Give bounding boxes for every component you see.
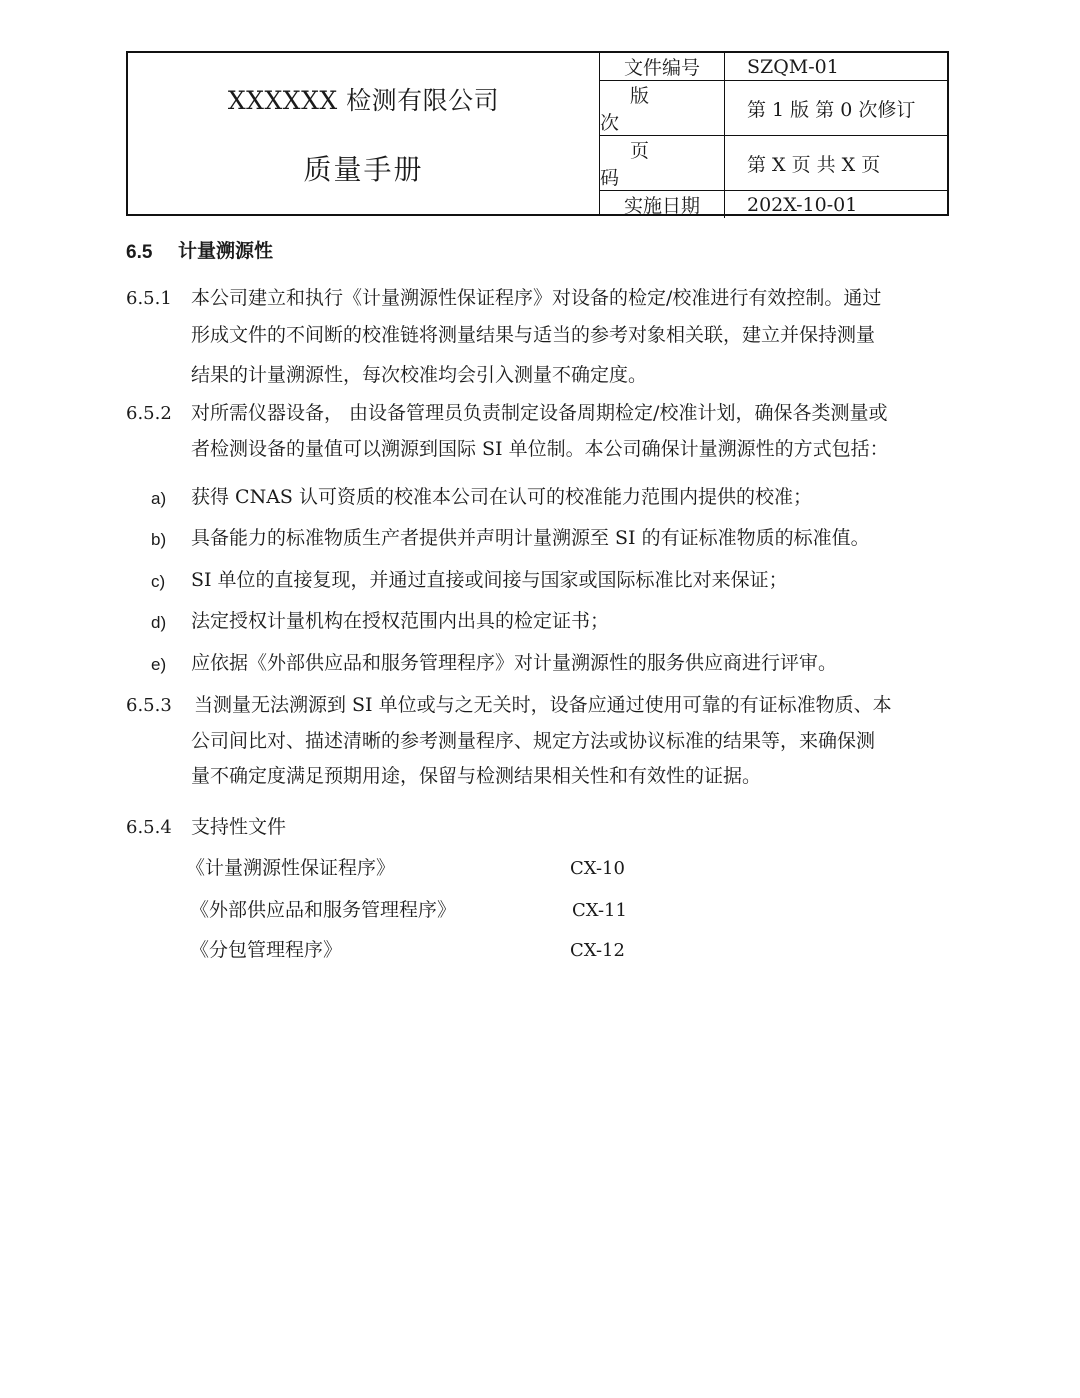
list-item-marker: a): [151, 489, 167, 508]
supporting-doc-name: 《分包管理程序》: [190, 939, 343, 961]
header-title-cell: [128, 53, 600, 214]
clause-6-5-1-line: 本公司建立和执行《计量溯源性保证程序》对设备的检定/校准进行有效控制。通过: [191, 287, 882, 309]
header-meta-cells: [600, 53, 947, 217]
clause-6-5-3-line: 量不确定度满足预期用途，保留与检测结果相关性和有效性的证据。: [191, 765, 762, 787]
supporting-doc-name: 《外部供应品和服务管理程序》: [190, 899, 457, 921]
list-item-marker: d): [151, 613, 167, 632]
list-item-marker: c): [151, 572, 166, 591]
supporting-doc-code: CX-10: [570, 858, 625, 879]
meta-row-doc-number: [600, 53, 947, 81]
document-header-table: [126, 51, 949, 216]
clause-number-6-5-3: 6.5.3: [126, 695, 172, 716]
supporting-docs-title: 支持性文件: [191, 816, 287, 838]
meta-value: 第 1 版 第 0 次修订: [747, 98, 916, 121]
clause-6-5-1-line: 结果的计量溯源性，每次校准均会引入测量不确定度。: [191, 364, 648, 386]
list-item-text: 具备能力的标准物质生产者提供并声明计量溯源至 SI 的有证标准物质的标准值。: [191, 527, 870, 549]
clause-6-5-1-line: 形成文件的不间断的校准链将测量结果与适当的参考对象相关联，建立并保持测量: [191, 324, 876, 346]
clause-6-5-3-line: 当测量无法溯源到 SI 单位或与之无关时，设备应通过使用可靠的有证标准物质、本: [194, 694, 892, 716]
list-item-text: SI 单位的直接复现，并通过直接或间接与国家或国际标准比对来保证；: [191, 569, 788, 591]
meta-label: 页码: [600, 136, 725, 190]
list-item-text: 应依据《外部供应品和服务管理程序》对计量溯源性的服务供应商进行评审。: [191, 652, 838, 674]
supporting-doc-name: 《计量溯源性保证程序》: [186, 857, 396, 879]
list-item-text: 法定授权计量机构在授权范围内出具的检定证书；: [191, 610, 610, 632]
meta-label: 实施日期: [600, 191, 725, 218]
section-title: 计量溯源性: [178, 240, 274, 262]
meta-row-edition: [600, 81, 947, 136]
meta-row-effective-date: [600, 191, 947, 218]
clause-6-5-2-line: 者检测设备的量值可以溯源到国际 SI 单位制。本公司确保计量溯源性的方式包括：: [191, 438, 889, 460]
section-number: 6.5: [126, 242, 153, 263]
list-item-text: 获得 CNAS 认可资质的校准本公司在认可的校准能力范围内提供的校准；: [191, 486, 812, 508]
clause-number-6-5-1: 6.5.1: [126, 288, 172, 309]
clause-6-5-2-line: 对所需仪器设备， 由设备管理员负责制定设备周期检定/校准计划，确保各类测量或: [191, 402, 888, 424]
supporting-doc-code: CX-11: [572, 900, 627, 921]
clause-number-6-5-4: 6.5.4: [126, 817, 172, 838]
list-item-marker: e): [151, 655, 167, 674]
clause-6-5-3-line: 公司间比对、描述清晰的参考测量程序、规定方法或协议标准的结果等，来确保测: [191, 730, 876, 752]
meta-value: 第 X 页 共 X 页: [747, 153, 881, 176]
meta-label: 文件编号: [600, 53, 725, 80]
meta-row-page: [600, 136, 947, 191]
company-name: XXXXXX 检测有限公司: [227, 86, 500, 115]
list-item-marker: b): [151, 530, 167, 549]
supporting-doc-code: CX-12: [570, 940, 625, 961]
clause-number-6-5-2: 6.5.2: [126, 403, 172, 424]
meta-value: 202X-10-01: [747, 193, 858, 216]
manual-title: 质量手册: [303, 153, 424, 186]
meta-value: SZQM-01: [747, 55, 839, 78]
meta-label: 版次: [600, 81, 725, 135]
